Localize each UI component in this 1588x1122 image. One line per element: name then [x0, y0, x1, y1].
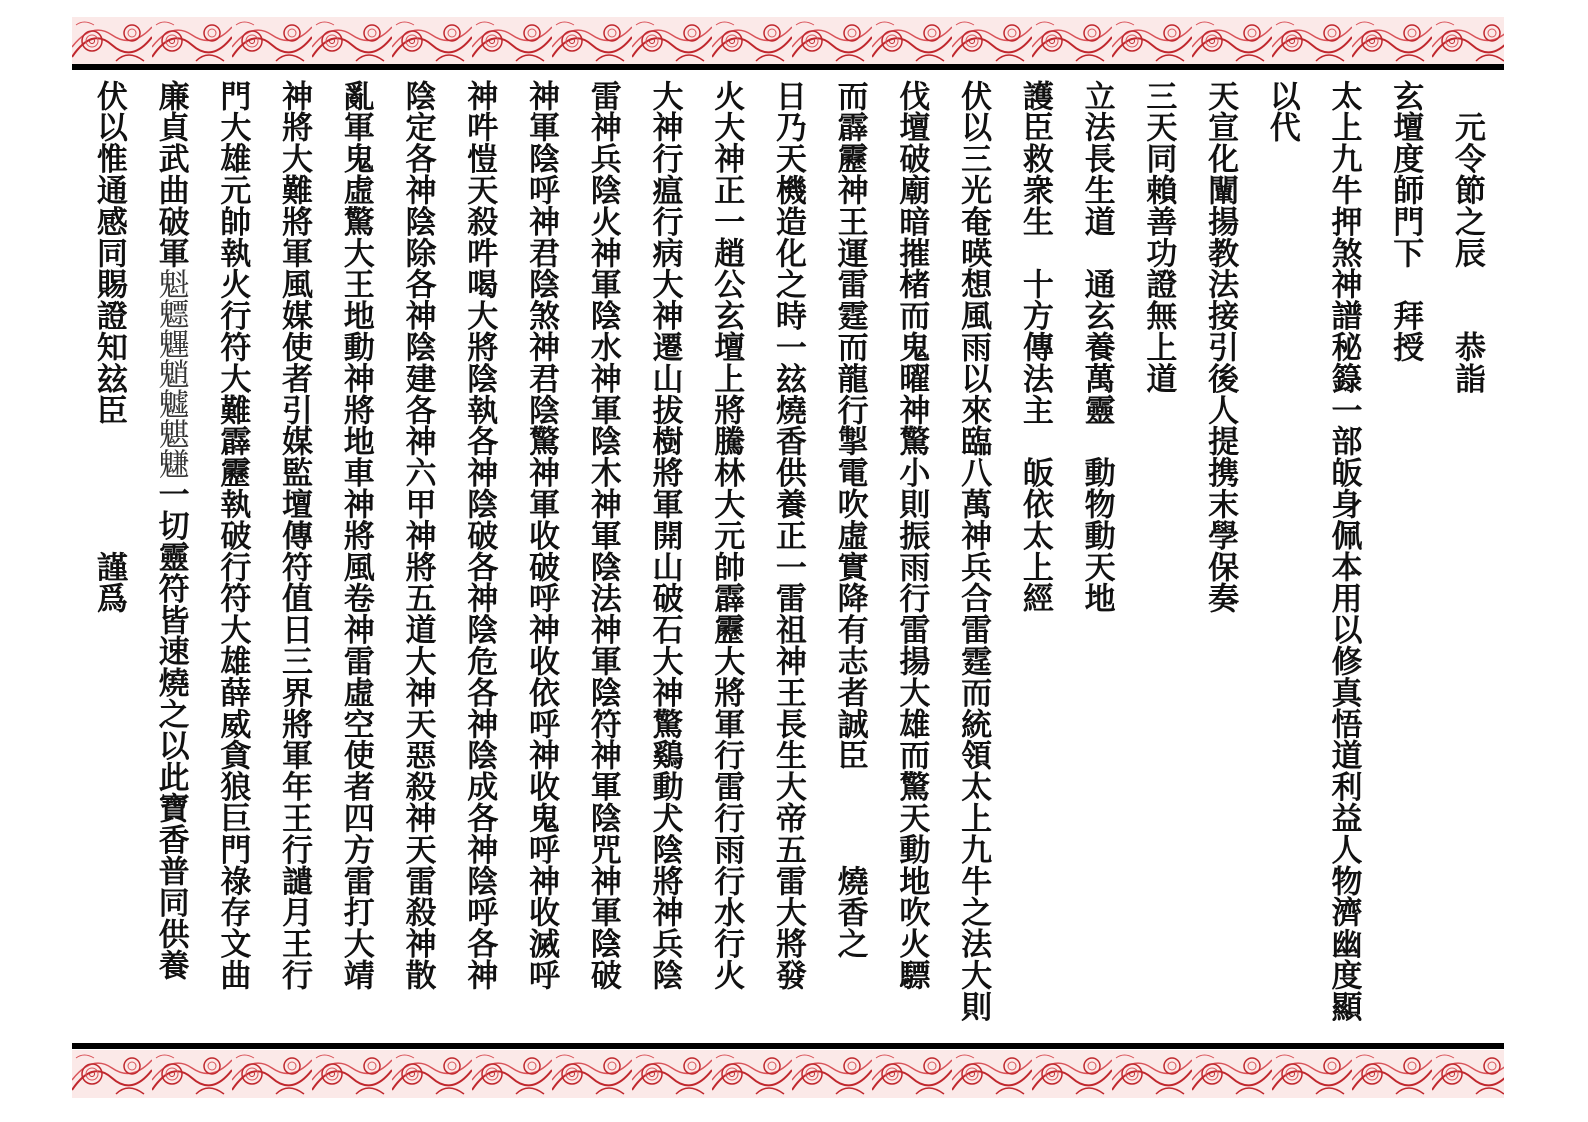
bottom-rule [72, 1043, 1504, 1049]
text-column-17: 神吽愷天殺吽喝大將陰執各神陰破各神陰危各神陰成各神陰呼各神 [461, 80, 498, 991]
text-column-22 [140, 80, 202, 1038]
text-column-8: 護臣救衆生 十方傳法主 皈依太上經 [1016, 80, 1053, 614]
scripture-text-block [78, 80, 1498, 1038]
text-column-13: 火大神正一趙公玄壇上將騰林大元帥霹靂大將軍行雷行雨行水行火 [708, 80, 745, 991]
top-rule [72, 64, 1504, 70]
text-column-18: 陰定各神陰除各神陰建各神六甲神將五道大神天惡殺神天雷殺神散 [399, 80, 436, 991]
text-column-11: 而霹靂神王運雷霆而龍行掣電吹虛實降有志者誠臣 燒香之 [831, 80, 868, 960]
text-column-16: 神軍陰呼神君陰煞神君陰驚神軍收破呼神收依呼神收鬼呼神收滅呼 [522, 80, 559, 991]
text-column-12: 日乃天機造化之時一玆燒香供養正一雷祖神王長生大帝五雷大將發 [769, 80, 806, 991]
text-column-6: 三天同賴善功證無上道 [1140, 80, 1177, 394]
text-column-23: 伏以惟通感同賜證知玆臣 謹爲 [90, 80, 127, 614]
text-column-15: 雷神兵陰火神軍陰水神軍陰木神軍陰法神軍陰符神軍陰咒神軍陰破 [584, 80, 621, 991]
text-column-2: 玄壇度師門下 拜授 [1387, 80, 1424, 363]
text-column-21: 門大雄元帥執火行符大難霹靂執破行符大雄薛威貪狼巨門祿存文曲 [214, 80, 251, 991]
wave-pattern-bottom [72, 1050, 1504, 1098]
top-wave-border [72, 17, 1504, 65]
text-column-19: 亂軍鬼虛驚大王地動神將地車神將風卷神雷虛空使者四方雷打大靖 [337, 80, 374, 991]
text-column-14: 大神行瘟行病大神遷山拔樹將軍開山破石大神驚鷄動犬陰將神兵陰 [646, 80, 683, 991]
bottom-wave-border [72, 1050, 1504, 1098]
text-column-4: 以代 [1263, 80, 1300, 143]
text-column-5: 天宣化闡揚教法接引後人提携末學保奏 [1202, 80, 1239, 614]
column-text-pre: 廉貞武曲破軍 [152, 80, 189, 269]
text-column-9: 伏以三光奄暎想風雨以來臨八萬神兵合雷霆而統領太上九牛之法大則 [955, 80, 992, 1022]
talisman-glyphs: 魁魒魓魈魖魌魐 [152, 268, 189, 479]
text-column-7: 立法長生道 通玄養萬靈 動物動天地 [1078, 80, 1115, 614]
wave-pattern-top [72, 17, 1504, 65]
text-column-20: 神將大難將軍風媒使者引媒監壇傳符值日三界將軍年王行譴月王行 [276, 80, 313, 991]
text-column-3: 太上九牛押煞神譜秘籙一部皈身佩本用以修真悟道利益人物濟幽度顯 [1325, 80, 1362, 1022]
text-column-1: 元令節之辰 恭詣 [1449, 80, 1485, 394]
text-column-10: 伐壇破廟暗摧楮而鬼曜神驚小則振雨行雷揚大雄而驚天動地吹火驃 [893, 80, 930, 991]
column-text-post: 一切靈符皆速燒之以此寶香普同供養 [152, 478, 189, 981]
